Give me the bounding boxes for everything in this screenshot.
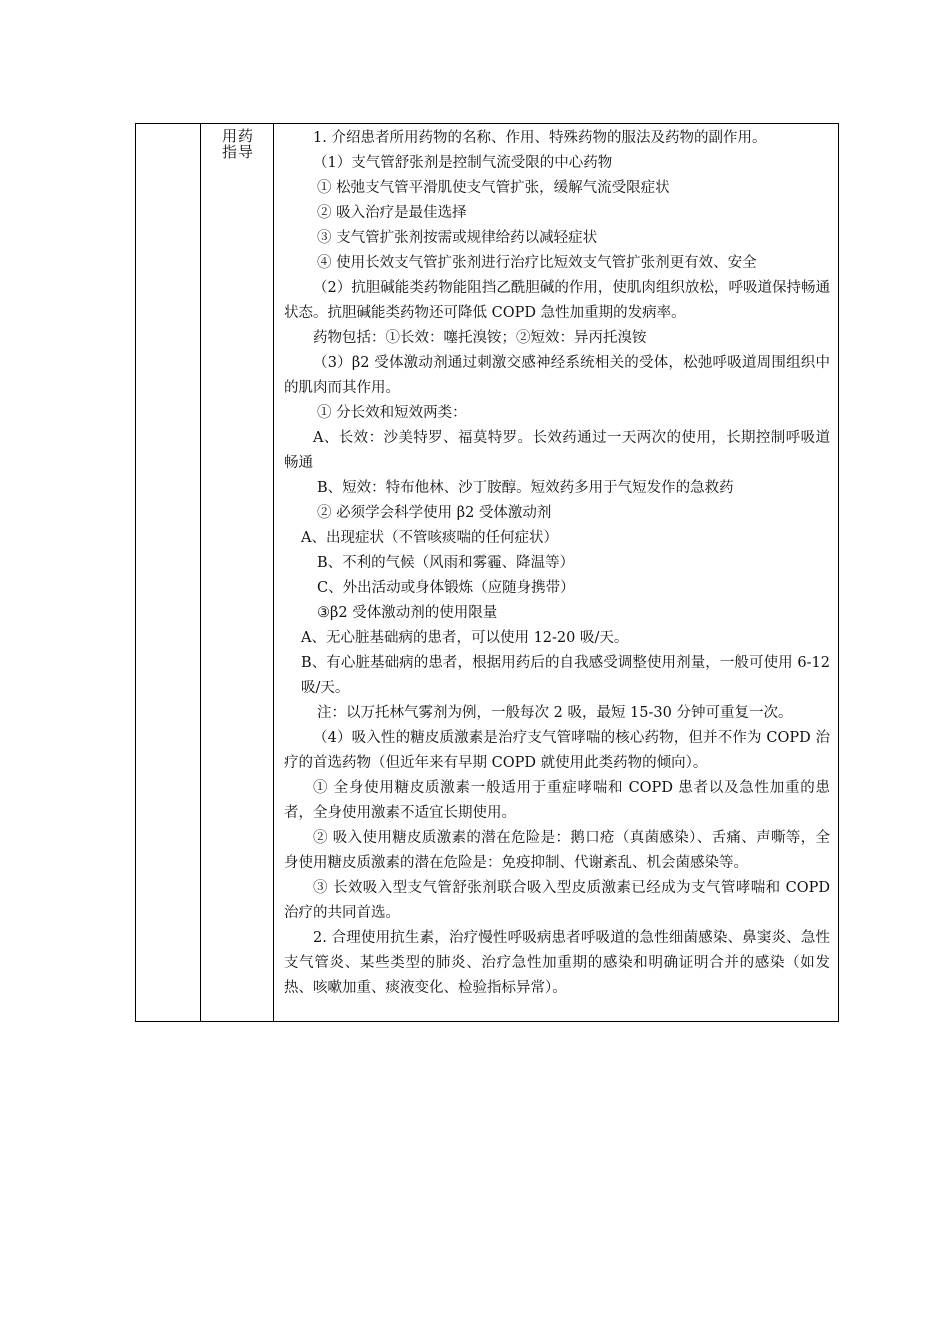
content-paragraph: ① 全身使用糖皮质激素一般适用于重症哮喘和 COPD 患者以及急性加重的患者，全身使用激素不适宜长期使用。 [284, 780, 830, 821]
content-paragraph: ③ 支气管扩张剂按需或规律给药以减轻症状 [317, 230, 598, 246]
content-paragraph: A、出现症状（不管咳痰喘的任何症状） [301, 530, 558, 546]
table-row [136, 124, 839, 1022]
content-paragraph: ① 松弛支气管平滑肌使支气管扩张，缓解气流受限症状 [317, 180, 670, 196]
content-paragraph: 1. 介绍患者所用药物的名称、作用、特殊药物的服法及药物的副作用。 [313, 130, 767, 146]
content-paragraph: B、不利的气候（风雨和雾霾、降温等） [317, 555, 575, 571]
content-paragraph: ④ 使用长效支气管扩张剂进行治疗比短效支气管扩张剂更有效、安全 [317, 255, 757, 271]
content-body [274, 124, 838, 1001]
content-paragraph: （4）吸入性的糖皮质激素是治疗支气管哮喘的核心药物，但并不作为 COPD 治疗的首选药物（但近年来有早期 COPD 就使用此类药物的倾向）。 [284, 730, 830, 771]
content-paragraph: A、长效：沙美特罗、福莫特罗。长效药通过一天两次的使用，长期控制呼吸道畅通 [284, 430, 830, 471]
content-paragraph: ③β2 受体激动剂的使用限量 [317, 605, 498, 621]
content-paragraph: A、无心脏基础病的患者，可以使用 12-20 吸/天。 [301, 630, 629, 646]
content-paragraph: ② 必须学会科学使用 β2 受体激动剂 [317, 505, 552, 521]
content-paragraph: 注：以万托林气雾剂为例，一般每次 2 吸，最短 15-30 分钟可重复一次。 [317, 705, 793, 721]
row-label-line1: 用药 [222, 127, 255, 145]
content-paragraph: 2. 合理使用抗生素，治疗慢性呼吸病患者呼吸道的急性细菌感染、鼻窦炎、急性支气管炎、某些类型的肺炎、治疗急性加重期的感染和明确证明合并的感染（如发热、咳嗽加重、痰液变化、检验指标异常）。 [284, 930, 830, 996]
content-paragraph: C、外出活动或身体锻炼（应随身携带） [317, 580, 575, 596]
guidance-table [135, 123, 839, 1022]
content-paragraph: 药物包括：①长效：噻托溴铵；②短效：异丙托溴铵 [313, 330, 647, 346]
row-label-line2: 指导 [222, 143, 255, 161]
content-paragraph: B、有心脏基础病的患者，根据用药后的自我感受调整使用剂量，一般可使用 6-12 吸/天。 [301, 655, 830, 696]
content-paragraph: B、短效：特布他林、沙丁胺醇。短效药多用于气短发作的急救药 [317, 480, 734, 496]
content-paragraph: （3）β2 受体激动剂通过刺激交感神经系统相关的受体，松弛呼吸道周围组织中的肌肉而其作用。 [284, 355, 830, 396]
content-paragraph: ① 分长效和短效两类： [317, 405, 467, 421]
empty-cell [136, 124, 201, 1022]
content-cell [274, 124, 839, 1022]
content-paragraph: ② 吸入使用糖皮质激素的潜在危险是：鹅口疮（真菌感染）、舌痛、声嘶等，全身使用糖皮质激素的潜在危险是：免疫抑制、代谢紊乱、机会菌感染等。 [284, 830, 830, 871]
label-cell [201, 124, 274, 1022]
content-paragraph: ③ 长效吸入型支气管舒张剂联合吸入型皮质激素已经成为支气管哮喘和 COPD 治疗的共同首选。 [284, 880, 830, 921]
row-label [201, 124, 273, 160]
content-paragraph: ② 吸入治疗是最佳选择 [317, 205, 467, 221]
content-paragraph: （1）支气管舒张剂是控制气流受限的中心药物 [313, 155, 613, 171]
content-paragraph: （2）抗胆碱能类药物能阻挡乙酰胆碱的作用，使肌肉组织放松，呼吸道保持畅通状态。抗胆碱能类药物还可降低 COPD 急性加重期的发病率。 [284, 280, 830, 321]
